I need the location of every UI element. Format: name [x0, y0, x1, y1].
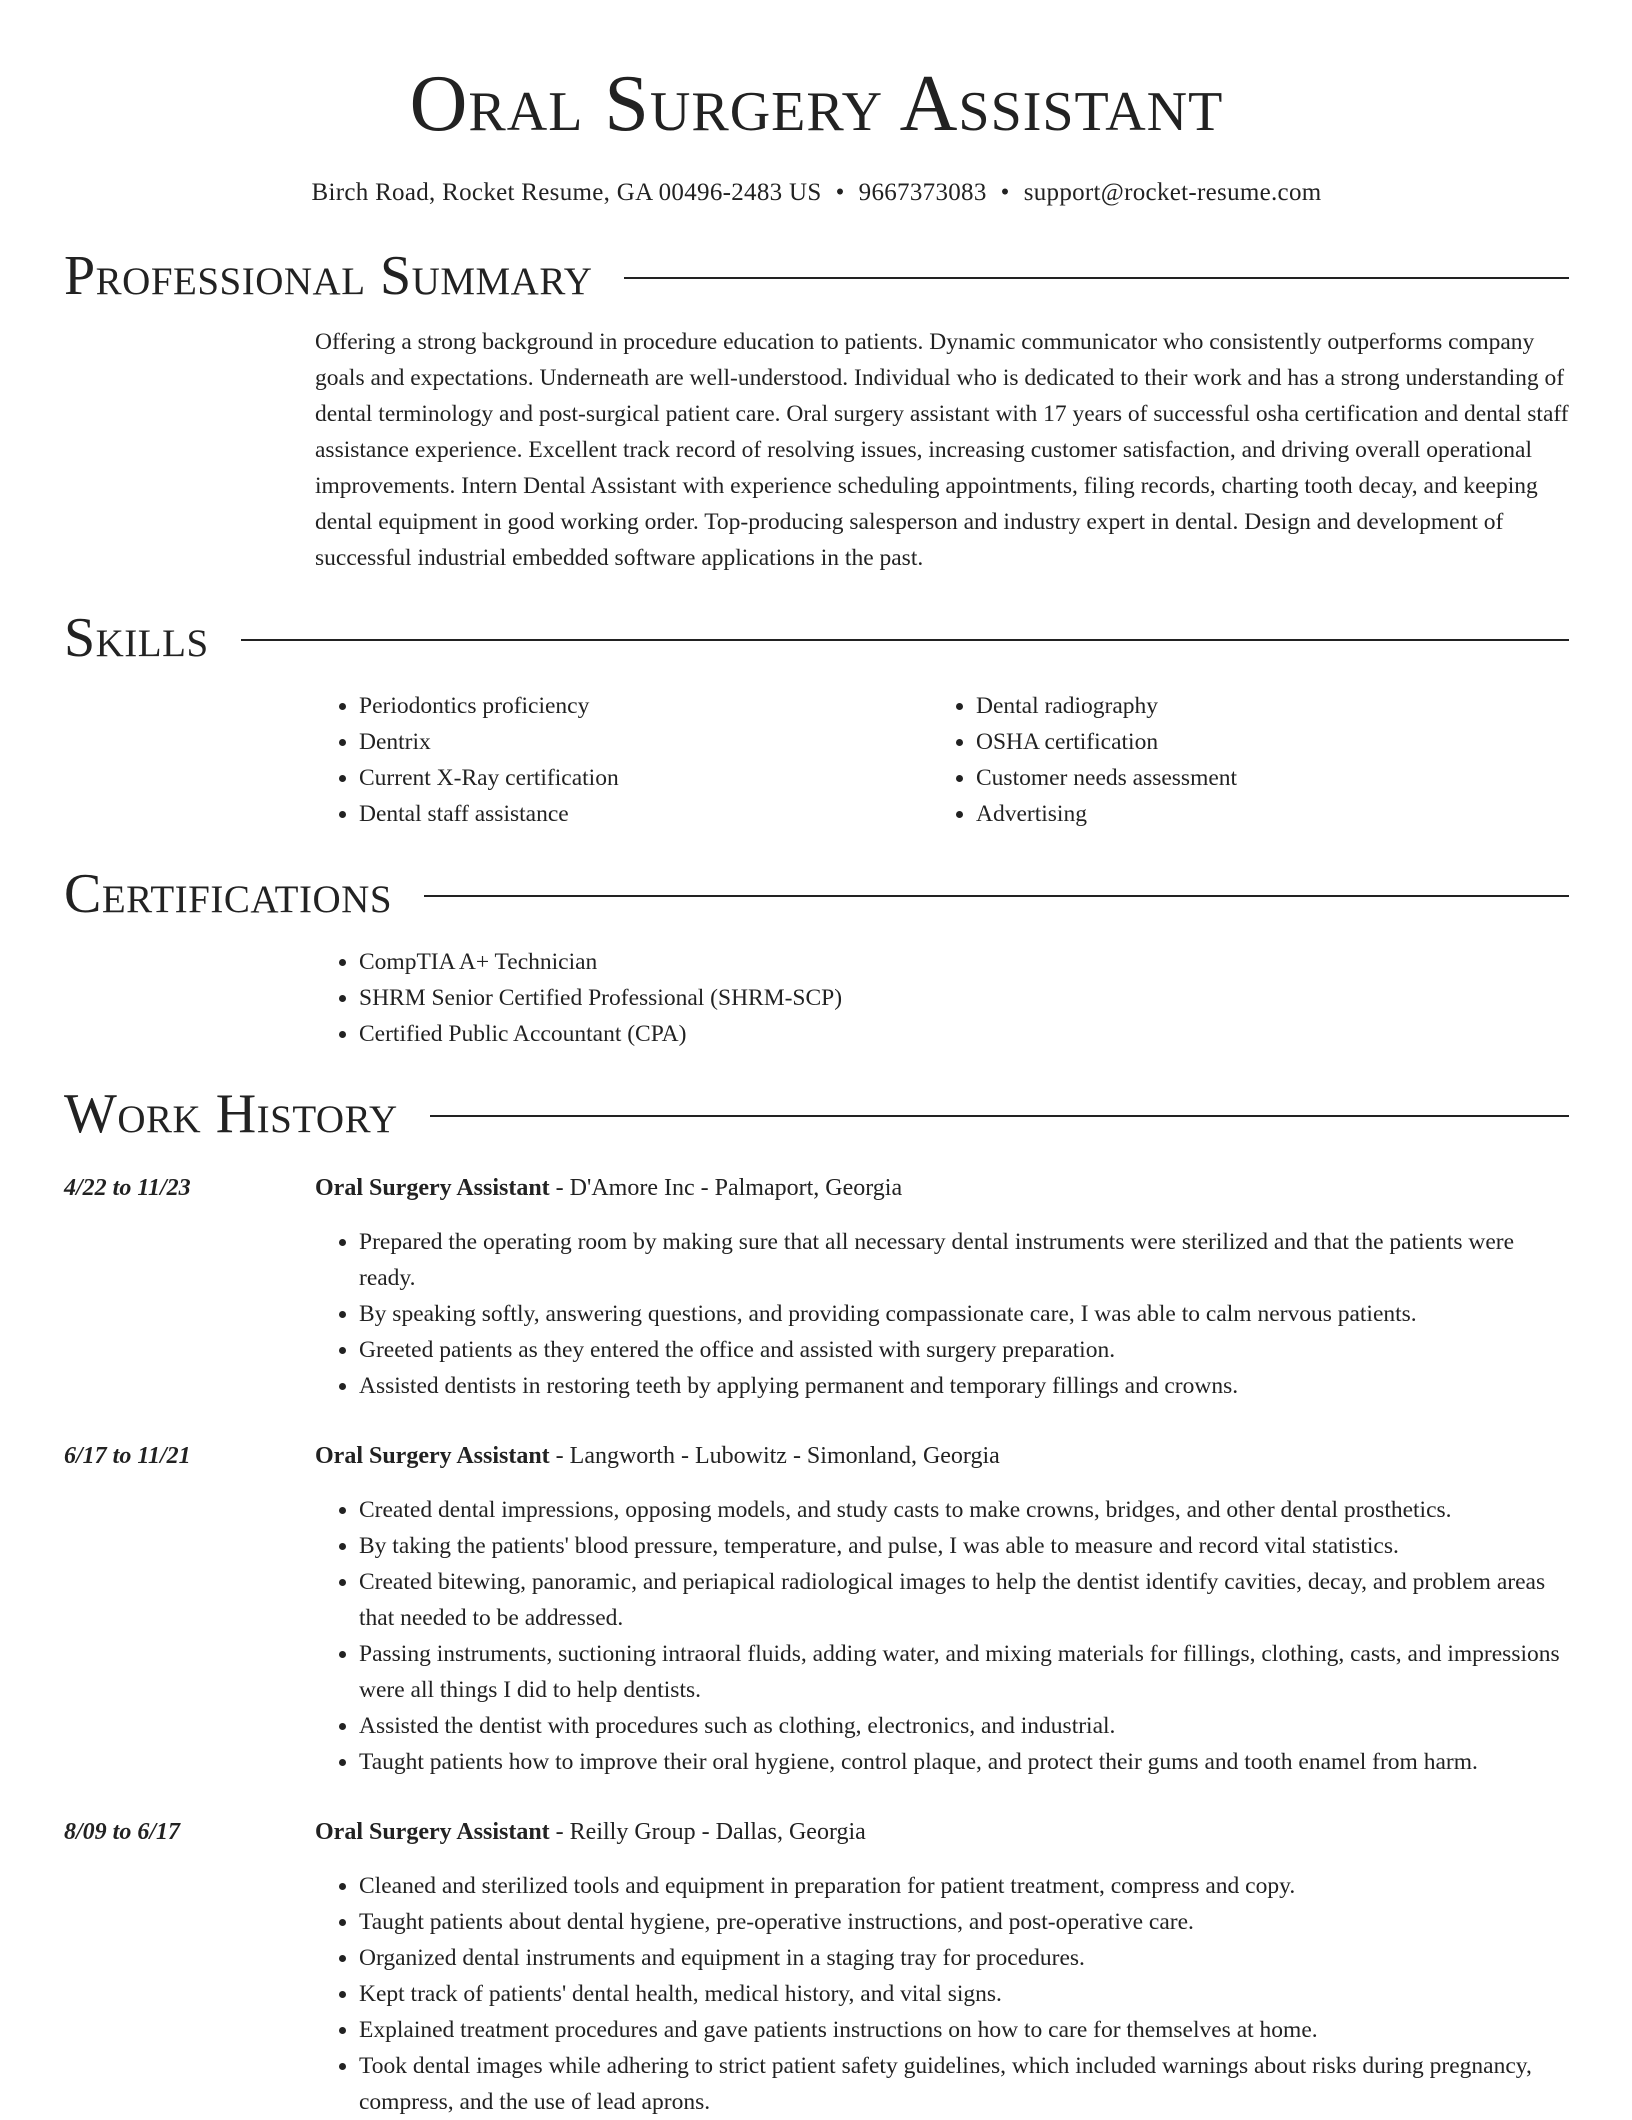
certification-item: • Certified Public Accountant (CPA)	[359, 1016, 1569, 1052]
skill-item: • Dentrix	[359, 724, 932, 760]
job-entry	[64, 1438, 1569, 1780]
work-heading: Work History	[64, 1083, 398, 1145]
contact-separator: •	[835, 179, 845, 206]
job-detail	[315, 1814, 1569, 2120]
job-employer: - D'Amore Inc - Palmaport, Georgia	[555, 1175, 903, 1201]
job-employer: - Langworth - Lubowitz - Simonland, Georgia	[555, 1443, 1000, 1469]
job-duty: • Cleaned and sterilized tools and equipment in preparation for patient treatment, compress and copy.	[359, 1868, 1569, 1904]
skill-item: • Advertising	[976, 796, 1549, 832]
summary-heading: Professional Summary	[64, 245, 593, 307]
job-duties	[315, 1492, 1569, 1780]
job-title-line	[315, 1170, 1569, 1206]
section-divider	[624, 277, 1569, 279]
job-title: Oral Surgery Assistant	[315, 1175, 550, 1201]
certification-item: • SHRM Senior Certified Professional (SHRM-SCP)	[359, 980, 1569, 1016]
job-duty: • Taught patients about dental hygiene, pre-operative instructions, and post-operative care.	[359, 1904, 1569, 1940]
skill-item: • OSHA certification	[976, 724, 1549, 760]
skills-section-header	[64, 606, 1569, 670]
job-detail	[315, 1438, 1569, 1780]
section-divider	[430, 1115, 1569, 1117]
job-dates: 4/22 to 11/23	[64, 1175, 191, 1201]
certifications-section-header	[64, 862, 1569, 926]
job-duty: • Prepared the operating room by making sure that all necessary dental instruments were sterilized and that the patients were ready.	[359, 1224, 1569, 1296]
job-duties	[315, 1868, 1569, 2120]
skill-item: • Customer needs assessment	[976, 760, 1549, 796]
job-duty: • Created dental impressions, opposing models, and study casts to make crowns, bridges, and other dental prosthetics.	[359, 1492, 1569, 1528]
job-title-line	[315, 1814, 1569, 1850]
job-duty: • By speaking softly, answering questions, and providing compassionate care, I was able to calm nervous patients.	[359, 1296, 1569, 1332]
skills-heading: Skills	[64, 607, 209, 669]
contact-email: support@rocket-resume.com	[1023, 179, 1322, 206]
skill-item: • Dental staff assistance	[359, 796, 932, 832]
candidate-name: Oral Surgery Assistant	[409, 60, 1224, 148]
job-duty: • Organized dental instruments and equipment in a staging tray for procedures.	[359, 1940, 1569, 1976]
job-duty: • By taking the patients' blood pressure, temperature, and pulse, I was able to measure and record vital statistics.	[359, 1528, 1569, 1564]
contact-phone: 9667373083	[858, 179, 987, 206]
certifications-list	[315, 944, 1569, 1052]
skill-item: • Current X-Ray certification	[359, 760, 932, 796]
job-duty: • Took dental images while adhering to strict patient safety guidelines, which included warnings about risks during pregnancy, compress, and the use of lead aprons.	[359, 2048, 1569, 2120]
contact-separator: •	[1000, 179, 1010, 206]
resume-page	[64, 0, 1569, 2120]
skill-item: • Periodontics proficiency	[359, 688, 932, 724]
job-detail	[315, 1170, 1569, 1404]
job-entry	[64, 1814, 1569, 2120]
job-title: Oral Surgery Assistant	[315, 1819, 550, 1845]
job-duty: • Created bitewing, panoramic, and periapical radiological images to help the dentist identify cavities, decay, and problem areas that needed to be addressed.	[359, 1564, 1569, 1636]
job-entry	[64, 1170, 1569, 1404]
job-duty: • Assisted the dentist with procedures such as clothing, electronics, and industrial.	[359, 1708, 1569, 1744]
job-duty: • Assisted dentists in restoring teeth by applying permanent and temporary fillings and crowns.	[359, 1368, 1569, 1404]
job-dates: 8/09 to 6/17	[64, 1819, 181, 1845]
job-duties	[315, 1224, 1569, 1404]
contact-address: Birch Road, Rocket Resume, GA 00496-2483 US	[311, 179, 822, 206]
job-dates: 6/17 to 11/21	[64, 1443, 191, 1469]
job-duty: • Greeted patients as they entered the office and assisted with surgery preparation.	[359, 1332, 1569, 1368]
certification-item: • CompTIA A+ Technician	[359, 944, 1569, 980]
skills-column-left	[315, 688, 932, 832]
skills-list	[315, 688, 1569, 832]
job-employer: - Reilly Group - Dallas, Georgia	[555, 1819, 866, 1845]
job-duty: • Taught patients how to improve their oral hygiene, control plaque, and protect their gums and tooth enamel from harm.	[359, 1744, 1569, 1780]
summary-text: Offering a strong background in procedure education to patients. Dynamic communicator who consistently outperforms company goals and expectations. Underneath are well-understood. Individual who is dedicated to their work and has a strong understanding of dental terminology and post-surgical patient care. Oral surgery assistant with 17 years of successful osha certification and dental staff assistance experience. Excellent track record of resolving issues, increasing customer satisfaction, and driving overall operational improvements. Intern Dental Assistant with experience scheduling appointments, filing records, charting tooth decay, and keeping dental equipment in good working order. Top-producing salesperson and industry expert in dental. Design and development of successful industrial embedded software applications in the past.	[315, 329, 1569, 571]
job-title: Oral Surgery Assistant	[315, 1443, 550, 1469]
certifications-heading: Certifications	[64, 863, 393, 925]
job-duty: • Explained treatment procedures and gave patients instructions on how to care for themselves at home.	[359, 2012, 1569, 2048]
job-duty: • Passing instruments, suctioning intraoral fluids, adding water, and mixing materials for fillings, clothing, casts, and impressions were all things I did to help dentists.	[359, 1636, 1569, 1708]
section-divider	[241, 639, 1569, 641]
skill-item: • Dental radiography	[976, 688, 1549, 724]
job-duty: • Kept track of patients' dental health, medical history, and vital signs.	[359, 1976, 1569, 2012]
work-section-header	[64, 1082, 1569, 1146]
summary-section-header	[64, 244, 1569, 308]
contact-line	[64, 176, 1569, 210]
skills-column-right	[932, 688, 1549, 832]
section-divider	[424, 895, 1569, 897]
job-title-line	[315, 1438, 1569, 1474]
